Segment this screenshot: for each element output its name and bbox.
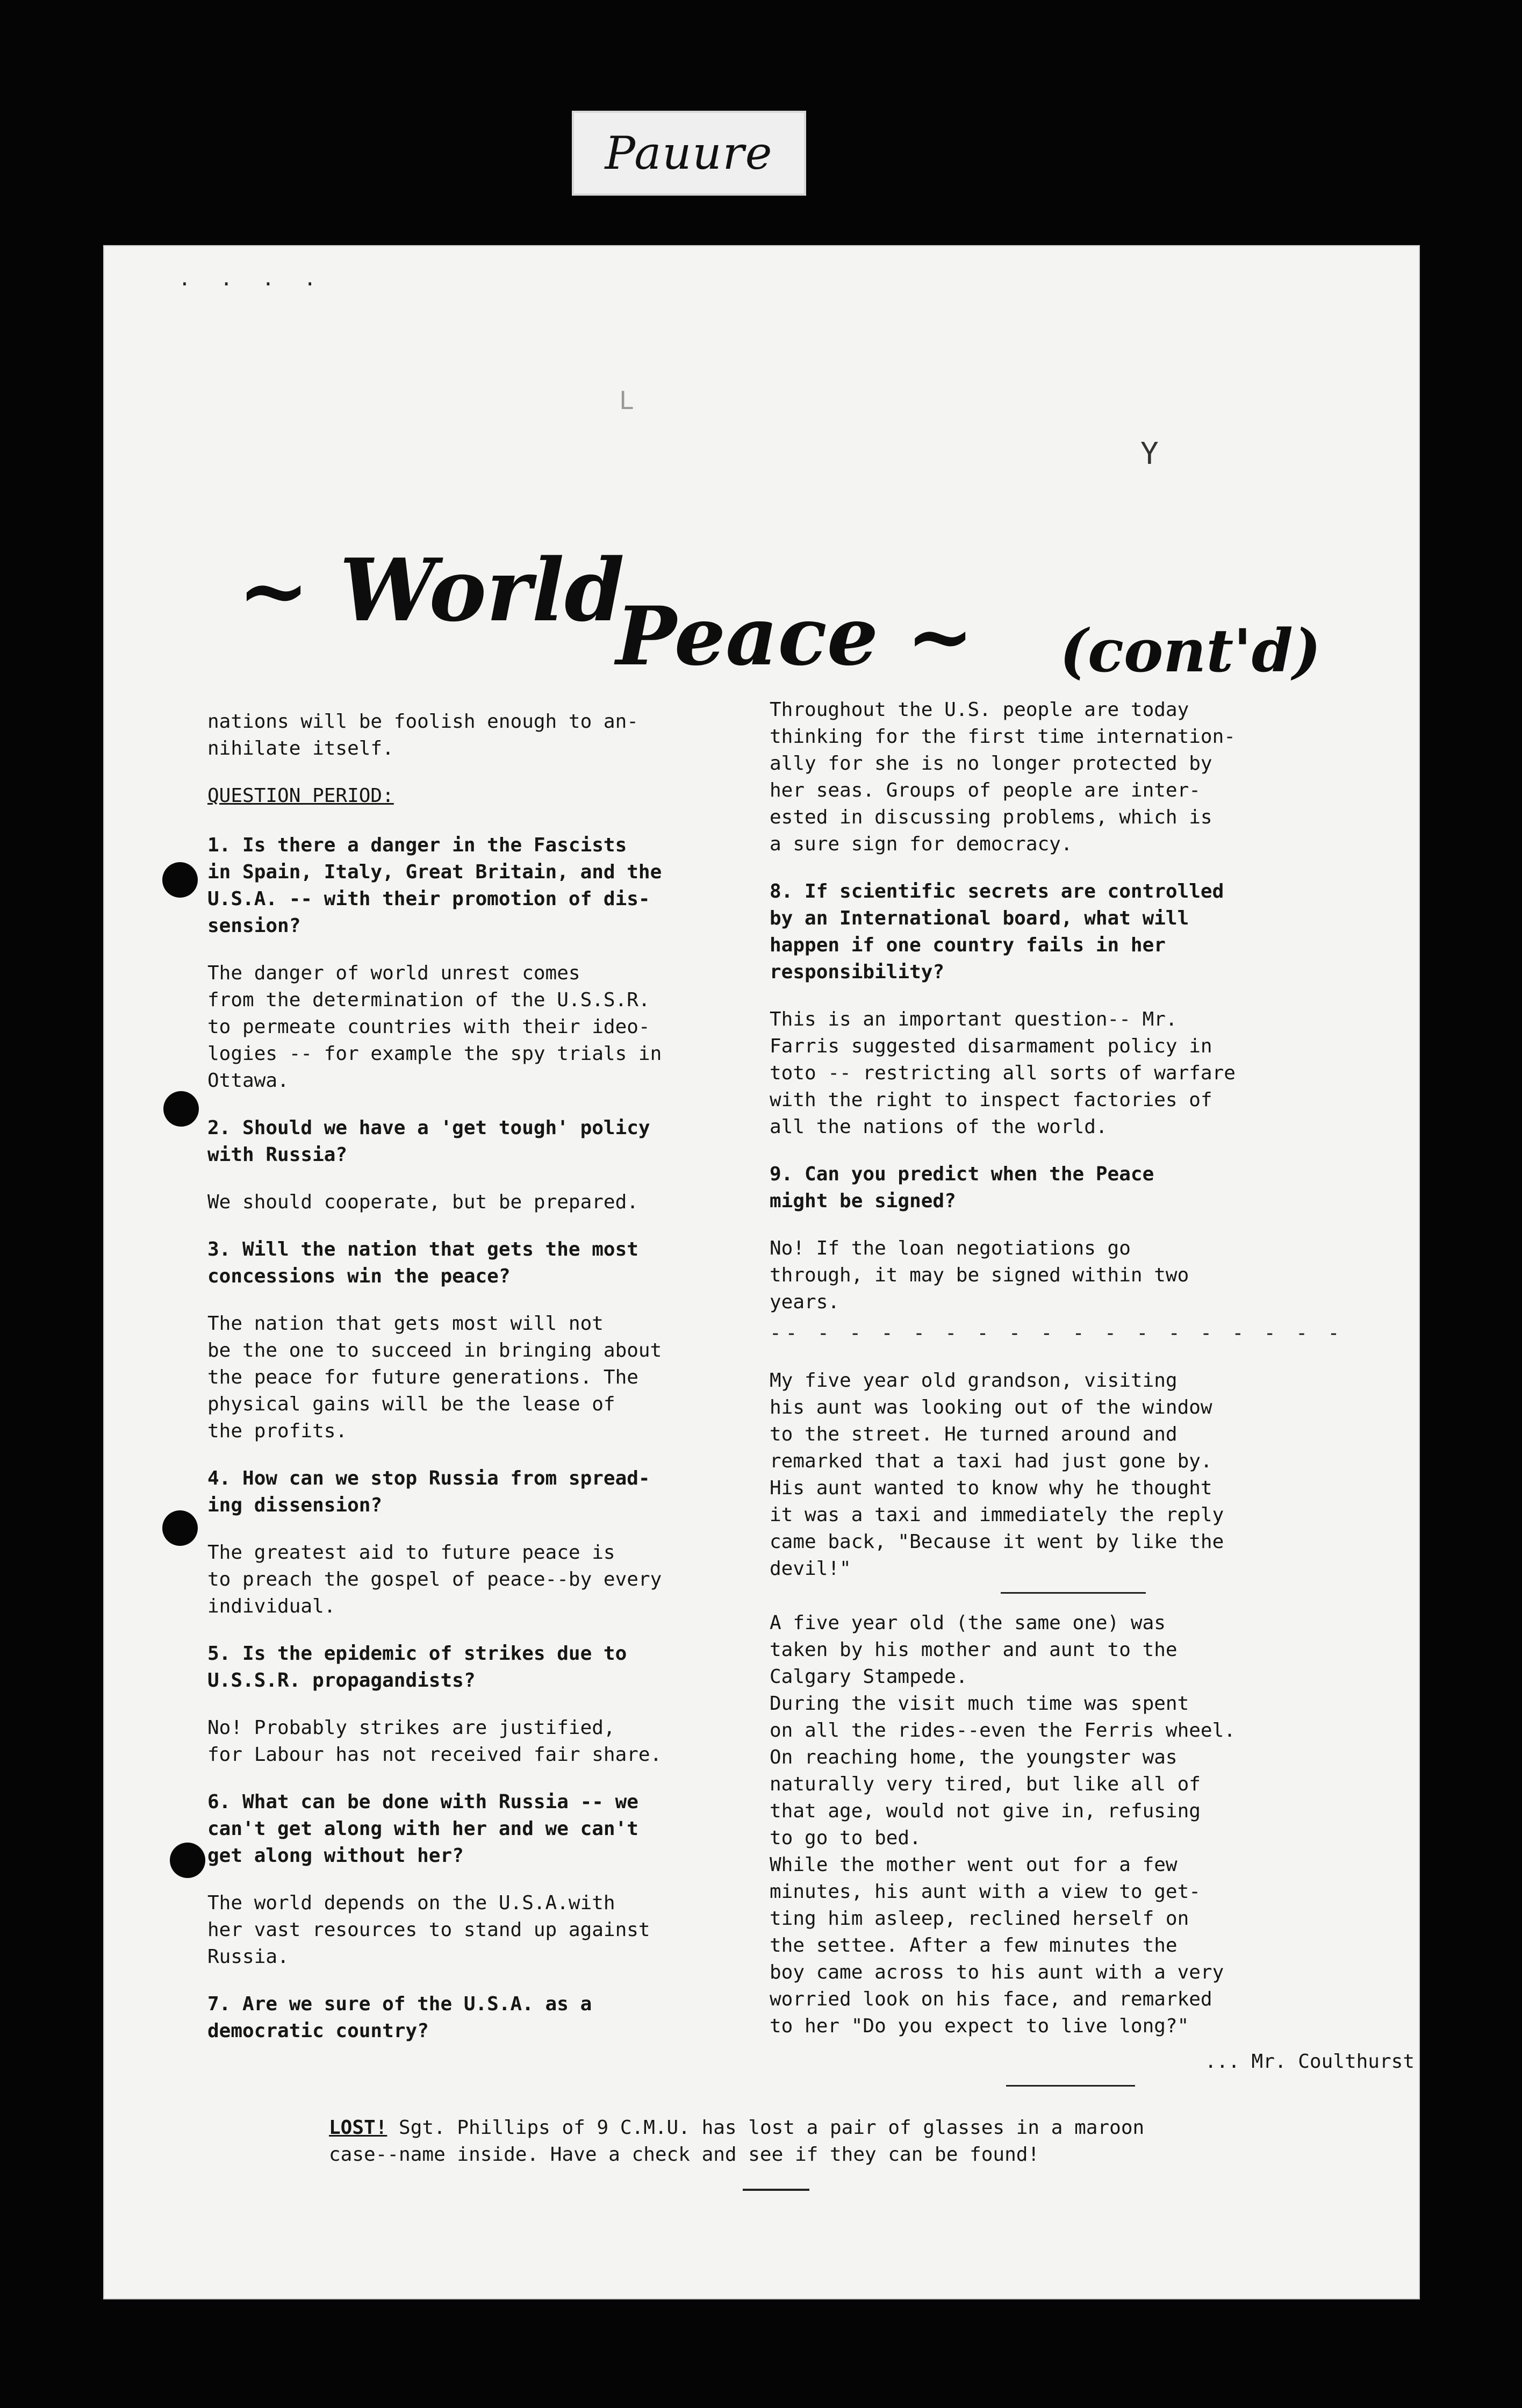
paragraph: Throughout the U.S. people are today thinking for the first time internation- ally for she is no longer protected by her seas. Groups of people are inter- ested in discussing problems, which is a sure sign for democracy. — [770, 699, 1236, 855]
divider-rule — [1001, 1592, 1146, 1594]
answer-6: The world depends on the U.S.A.with her vast resources to stand up against Russia. — [207, 1892, 650, 1968]
right-column — [770, 697, 1415, 2103]
signoff: ... Mr. Coulthurst — [1204, 2051, 1415, 2073]
answer-3: The nation that gets most will not be the one to succeed in bringing about the peace for future generations. The physical gains will be the lease of the profits. — [207, 1313, 662, 1442]
answer-9: No! If the loan negotiations go through, it may be signed within two years. — [770, 1237, 1189, 1313]
answer-1: The danger of world unrest comes from the determination of the U.S.S.R. to permeate countries with their ideo- logies -- for example the spy trials in Ottawa. — [207, 962, 662, 1092]
question-5: 5. Is the epidemic of strikes due to U.S.S.R. propagandists? — [207, 1643, 627, 1692]
question-7: 7. Are we sure of the U.S.A. as a democratic country? — [207, 1993, 592, 2042]
answer-4: The greatest aid to future peace is to preach the gospel of peace--by every individual. — [207, 1542, 662, 1617]
lost-label: LOST! — [329, 2117, 387, 2139]
punch-hole — [162, 862, 198, 898]
left-column — [207, 708, 831, 2065]
title-peace: Peace ~ — [616, 589, 974, 684]
divider-rule — [1006, 2085, 1135, 2087]
anecdote-2: A five year old (the same one) was taken by his mother and aunt to the Calgary Stampede. During the visit much time was spent on all the rides--even the Ferris wheel. On reaching home, the youngster was naturally very tired, but like all of that age, would not give in, refusing to go to bed. While the mother went out for a few minutes, his aunt with a view to get- ting him asleep, reclined herself on the settee. After a few minutes the boy came across to his aunt with a very worried look on his face, and remarked to her "Do you expect to live long?" — [770, 1612, 1236, 2037]
question-period-heading: QUESTION PERIOD: — [207, 785, 394, 807]
question-9: 9. Can you predict when the Peace might be signed? — [770, 1163, 1154, 1212]
question-4: 4. How can we stop Russia from spread- ing dissension? — [207, 1467, 650, 1516]
corner-pencil-mark: Y — [1140, 436, 1159, 471]
title-contd: (cont'd) — [1060, 616, 1321, 685]
punch-hole — [170, 1843, 205, 1878]
dashed-divider: -- - - - - - - - - - - - - - - - - - — [770, 1322, 1344, 1344]
answer-5: No! Probably strikes are justified, for Labour has not received fair share. — [207, 1717, 662, 1766]
question-2: 2. Should we have a 'get tough' policy with Russia? — [207, 1117, 650, 1166]
lost-text: Sgt. Phillips of 9 C.M.U. has lost a pair of glasses in a maroon case--name inside. Have a check and see if they can be found! — [329, 2117, 1145, 2166]
top-dot-marks: . . . . — [178, 267, 325, 290]
title-world: ~ World — [238, 540, 625, 641]
punch-hole — [162, 1510, 198, 1546]
lost-notice — [329, 2115, 1350, 2168]
handwritten-label-tag: Pauure — [572, 111, 806, 196]
answer-2: We should cooperate, but be prepared. — [207, 1191, 638, 1213]
question-8: 8. If scientific secrets are controlled by an International board, what will happen if one country fails in her responsibility? — [770, 880, 1224, 983]
anecdote-1: My five year old grandson, visiting his aunt was looking out of the window to the street. He turned around and remarked that a taxi had just gone by. His aunt wanted to know why he thought it was a taxi and immediately the reply came back, "Because it went by like the devil!" — [770, 1370, 1224, 1580]
document-page — [103, 245, 1420, 2299]
question-1: 1. Is there a danger in the Fascists in Spain, Italy, Great Britain, and the U.S.A. -- with their promotion of dis- sension? — [207, 834, 662, 937]
question-6: 6. What can be done with Russia -- we can't get along with her and we can't get along without her? — [207, 1791, 638, 1867]
punch-hole — [163, 1091, 199, 1127]
question-3: 3. Will the nation that gets the most concessions win the peace? — [207, 1238, 638, 1287]
paragraph: nations will be foolish enough to an- nihilate itself. — [207, 711, 638, 759]
faint-pencil-mark: L — [619, 386, 634, 415]
end-rule — [743, 2189, 809, 2191]
answer-8: This is an important question-- Mr. Farris suggested disarmament policy in toto -- restricting all sorts of warfare with the right to inspect factories of all the nations of the world. — [770, 1008, 1236, 1138]
